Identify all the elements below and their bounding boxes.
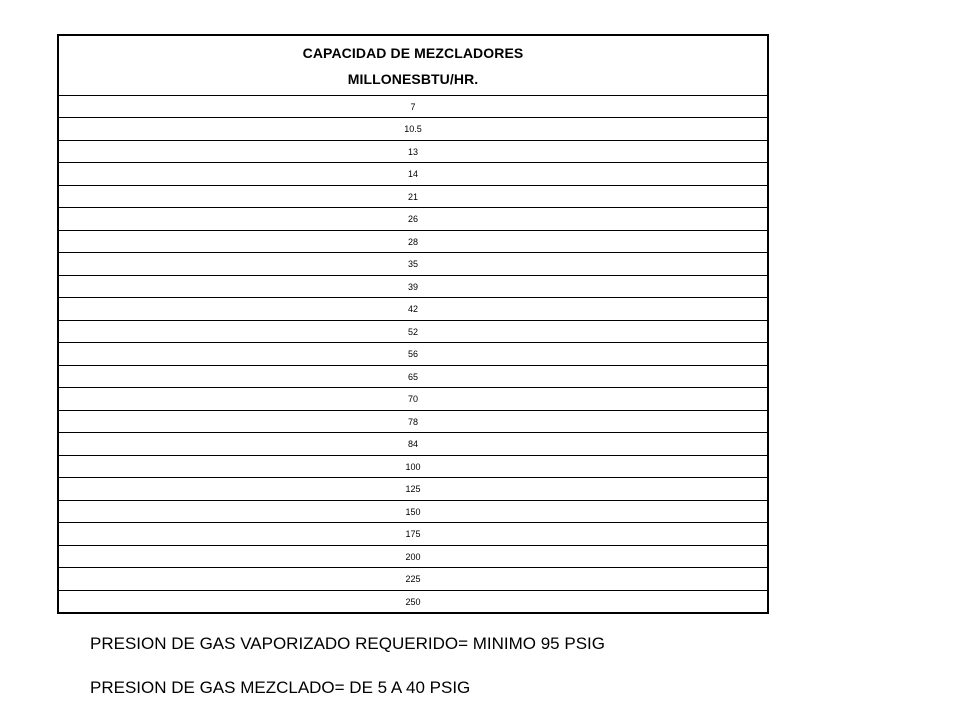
table-row: 14 <box>59 163 767 185</box>
table-row: 39 <box>59 276 767 298</box>
table-row: 78 <box>59 411 767 433</box>
table-row: 225 <box>59 568 767 590</box>
table-row: 70 <box>59 388 767 410</box>
table-row: 84 <box>59 433 767 455</box>
table-row: 35 <box>59 253 767 275</box>
table-row: 250 <box>405 596 421 607</box>
table-row: 42 <box>59 298 767 320</box>
table-row: 28 <box>59 231 767 253</box>
table-row: 100 <box>59 456 767 478</box>
table-row: 56 <box>59 343 767 365</box>
table-row: 200 <box>59 546 767 568</box>
table-header <box>59 36 767 96</box>
table-row: 175 <box>59 523 767 545</box>
table-row: 65 <box>59 366 767 388</box>
table-unit-label: MILLONESBTU/HR. <box>347 71 479 87</box>
table-row: 7 <box>59 96 767 118</box>
vaporized-gas-pressure-note: PRESION DE GAS VAPORIZADO REQUERIDO= MINIMO 95 PSIG <box>90 634 605 653</box>
table-title: CAPACIDAD DE MEZCLADORES <box>302 45 524 61</box>
table-row: 52 <box>59 321 767 343</box>
mixed-gas-pressure-note: PRESION DE GAS MEZCLADO= DE 5 A 40 PSIG <box>90 678 471 697</box>
table-row: 21 <box>59 186 767 208</box>
table-row: 10.5 <box>59 118 767 140</box>
table-row: 26 <box>59 208 767 230</box>
table-row: 150 <box>59 501 767 523</box>
table-row: 13 <box>59 141 767 163</box>
capacity-rows <box>59 96 767 613</box>
mixer-capacity-table <box>57 34 769 614</box>
table-row: 125 <box>59 478 767 500</box>
